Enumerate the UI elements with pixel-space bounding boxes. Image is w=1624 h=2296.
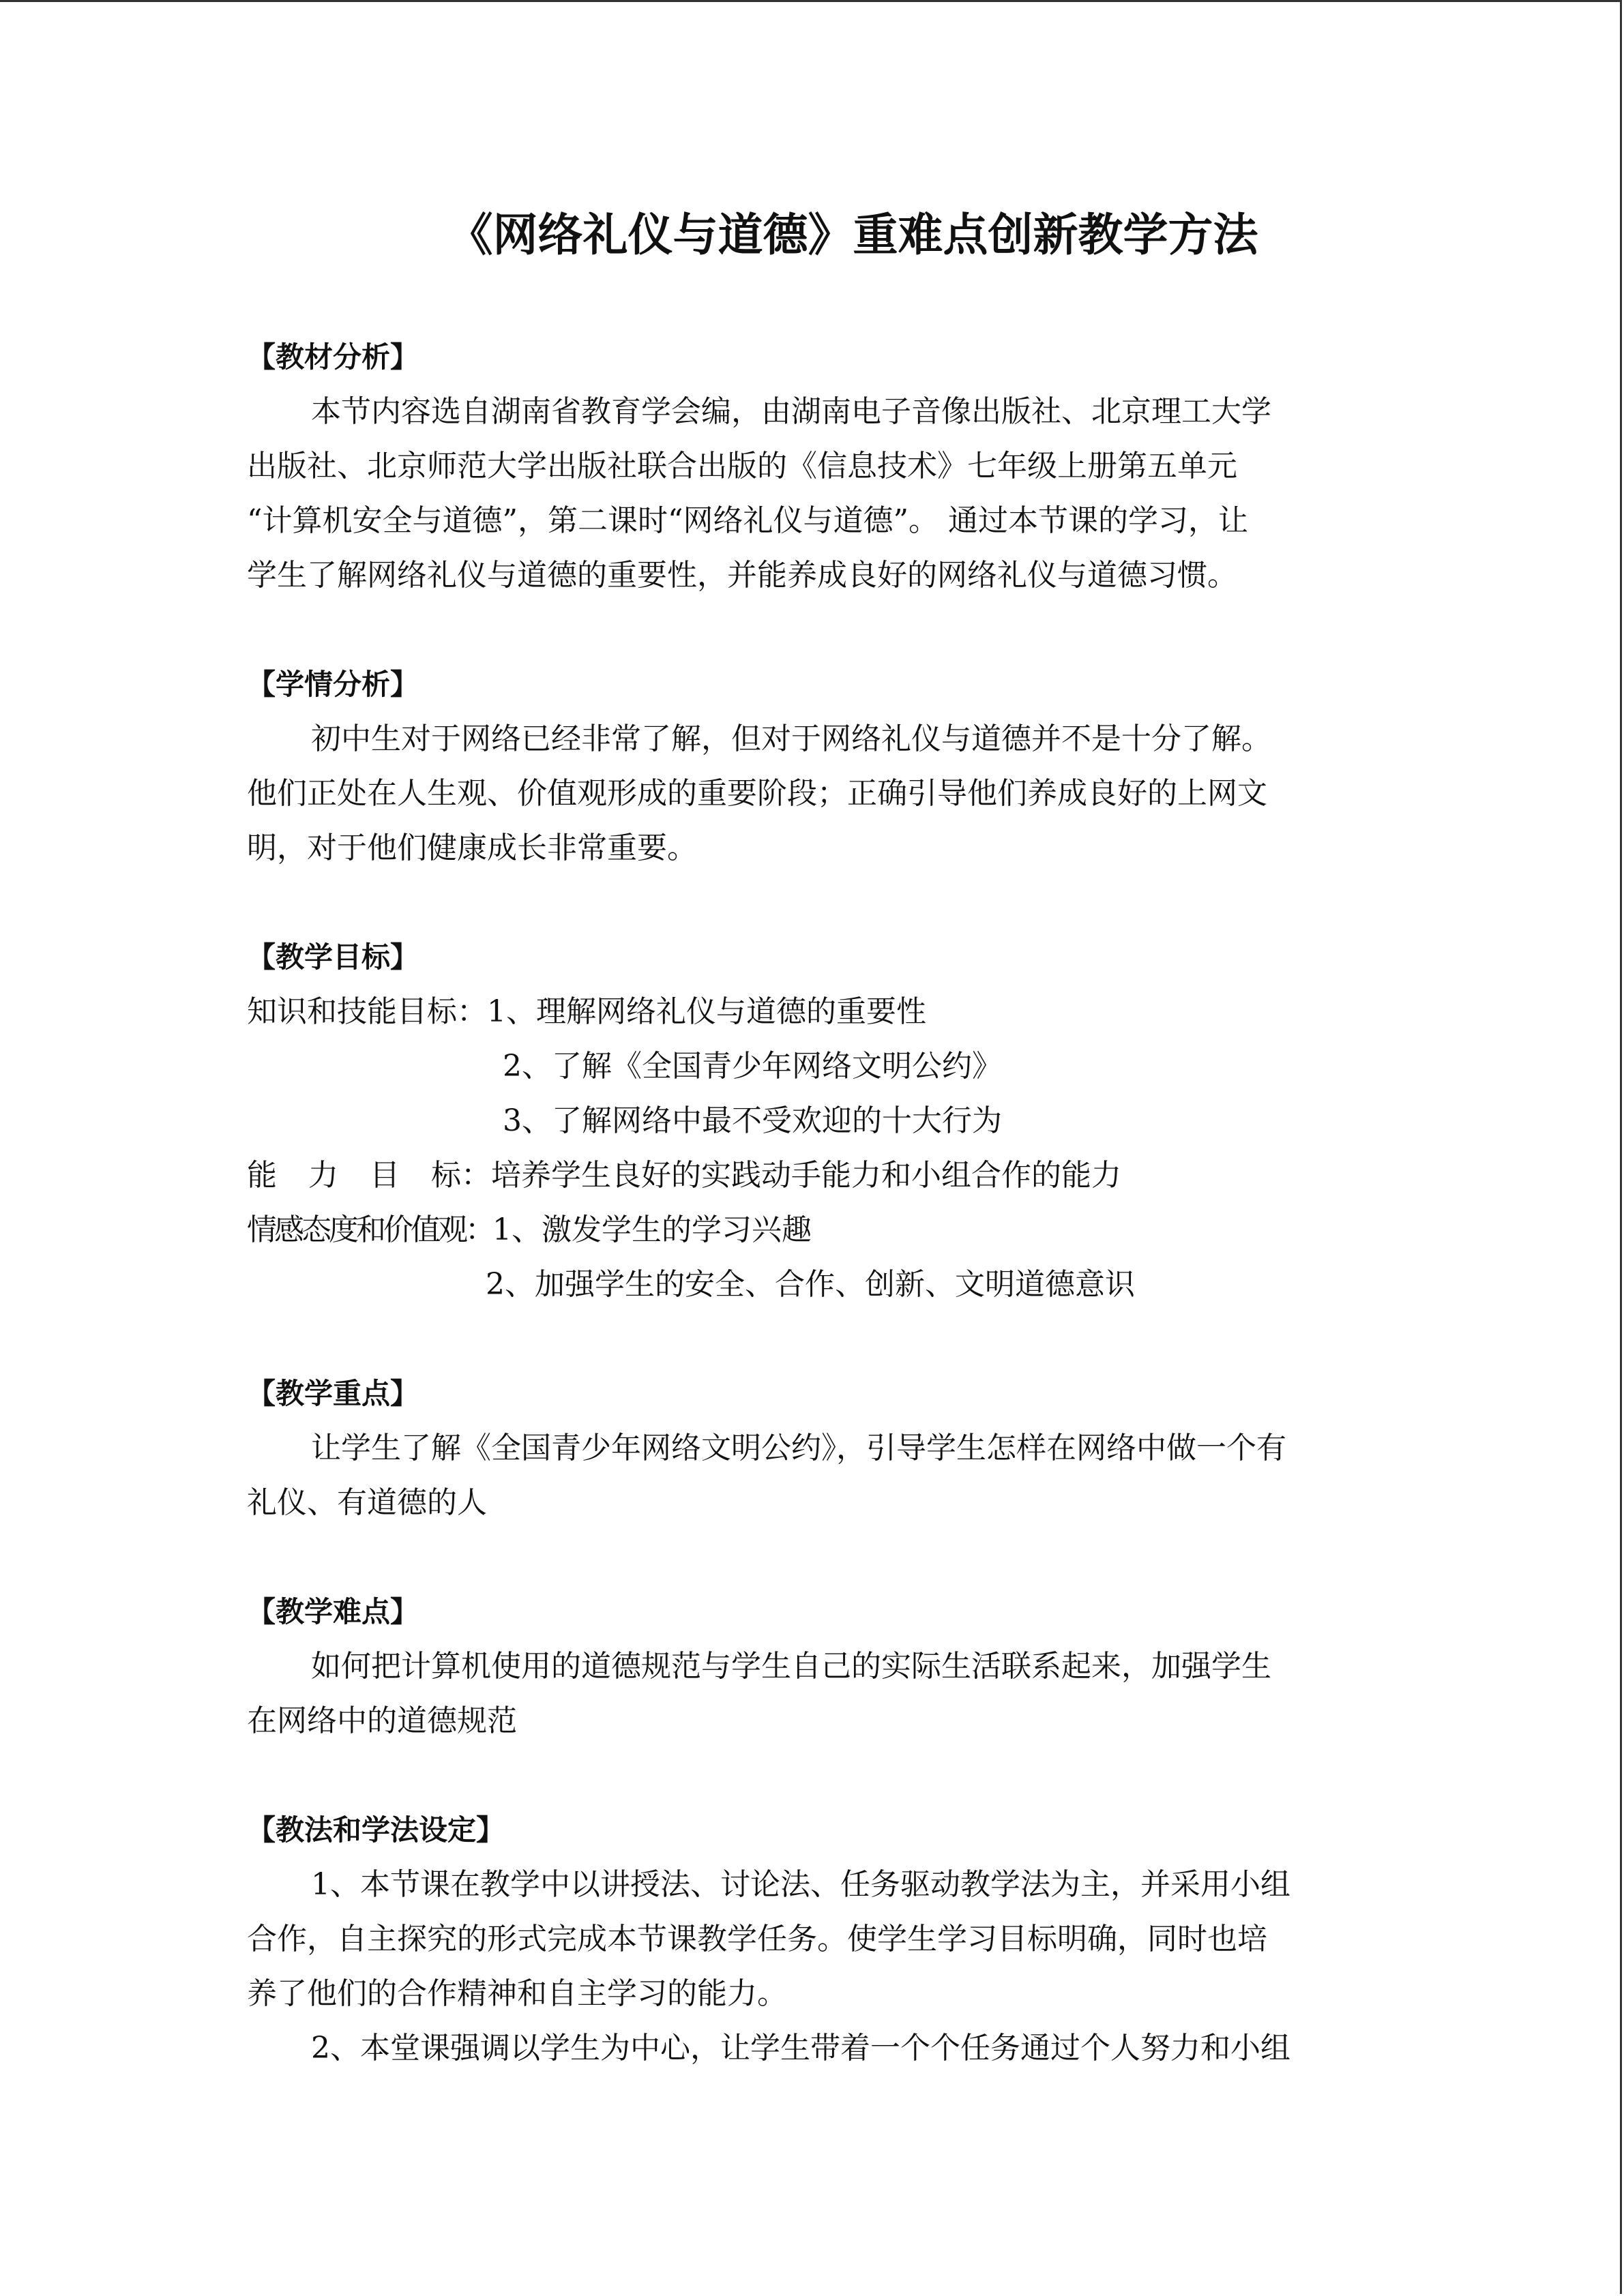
paragraph-line: 学生了解网络礼仪与道德的重要性，并能养成良好的网络礼仪与道德习惯。 bbox=[247, 558, 1237, 593]
section-heading: 【教学重点】 bbox=[247, 1377, 419, 1410]
goal-label-ability-char: 标： bbox=[431, 1158, 491, 1193]
section-student-analysis bbox=[247, 657, 1379, 876]
paragraph-line: 本节内容选自湖南省教育学会编，由湖南电子音像出版社、北京理工大学 bbox=[311, 394, 1271, 429]
paragraph-line: 出版社、北京师范大学出版社联合出版的《信息技术》七年级上册第五单元 bbox=[247, 449, 1237, 483]
goal-item: 2、了解《全国青少年网络文明公约》 bbox=[503, 1049, 1002, 1084]
paragraph-line: 他们正处在人生观、价值观形成的重要阶段；正确引导他们养成良好的上网文 bbox=[247, 776, 1267, 811]
section-teaching-goals bbox=[247, 930, 1379, 1312]
goal-label-ability-char: 目 bbox=[370, 1158, 400, 1193]
goal-item: 3、了解网络中最不受欢迎的十大行为 bbox=[503, 1103, 1002, 1138]
paragraph-line: 初中生对于网络已经非常了解，但对于网络礼仪与道德并不是十分了解。 bbox=[311, 721, 1271, 756]
paragraph-line: 礼仪、有道德的人 bbox=[247, 1485, 487, 1520]
section-difficult-points bbox=[247, 1585, 1379, 1748]
goal-label-ability-char: 能 bbox=[247, 1158, 277, 1193]
section-heading: 【教法和学法设定】 bbox=[247, 1813, 505, 1847]
goal-item: 培养学生良好的实践动手能力和小组合作的能力 bbox=[491, 1158, 1121, 1193]
paragraph-line: 2、本堂课强调以学生为中心，让学生带着一个个任务通过个人努力和小组 bbox=[311, 2031, 1290, 2066]
paragraph-line: 在网络中的道德规范 bbox=[247, 1703, 517, 1738]
paragraph-line: 如何把计算机使用的道德规范与学生自己的实际生活联系起来，加强学生 bbox=[311, 1649, 1271, 1684]
paragraph-line: 明，对于他们健康成长非常重要。 bbox=[247, 831, 697, 865]
paragraph-line: 合作，自主探究的形式完成本节课教学任务。使学生学习目标明确，同时也培 bbox=[247, 1922, 1267, 1956]
goal-line-knowledge bbox=[247, 985, 1379, 1039]
goal-line-ability bbox=[247, 1148, 1379, 1203]
page-title: 《网络礼仪与道德》重难点创新教学方法 bbox=[447, 209, 1258, 261]
section-heading: 【教材分析】 bbox=[247, 340, 419, 374]
paragraph-line: “计算机安全与道德”，第二课时“网络礼仪与道德”。 通过本节课的学习，让 bbox=[247, 503, 1248, 538]
section-textbook-analysis bbox=[247, 330, 1379, 603]
paragraph-line: 养了他们的合作精神和自主学习的能力。 bbox=[247, 1976, 787, 2011]
goal-item: 1、理解网络礼仪与道德的重要性 bbox=[487, 994, 926, 1029]
section-key-points bbox=[247, 1367, 1379, 1530]
goal-label-knowledge: 知识和技能目标： bbox=[247, 994, 487, 1029]
goal-item: 1、激发学生的学习兴趣 bbox=[492, 1212, 812, 1247]
goal-line-emotion bbox=[247, 1203, 1379, 1257]
section-heading: 【教学难点】 bbox=[247, 1595, 419, 1628]
section-heading: 【教学目标】 bbox=[247, 940, 419, 974]
paragraph-line: 让学生了解《全国青少年网络文明公约》，引导学生怎样在网络中做一个有 bbox=[311, 1431, 1286, 1465]
section-heading: 【学情分析】 bbox=[247, 668, 419, 701]
section-teaching-methods bbox=[247, 1803, 1379, 2076]
goal-label-emotion: 情感态度和价值观： bbox=[247, 1212, 492, 1247]
goal-item: 2、加强学生的安全、合作、创新、文明道德意识 bbox=[486, 1267, 1135, 1302]
paragraph-line: 1、本节课在教学中以讲授法、讨论法、任务驱动教学法为主，并采用小组 bbox=[311, 1867, 1290, 1902]
goal-label-ability-char: 力 bbox=[308, 1158, 338, 1193]
